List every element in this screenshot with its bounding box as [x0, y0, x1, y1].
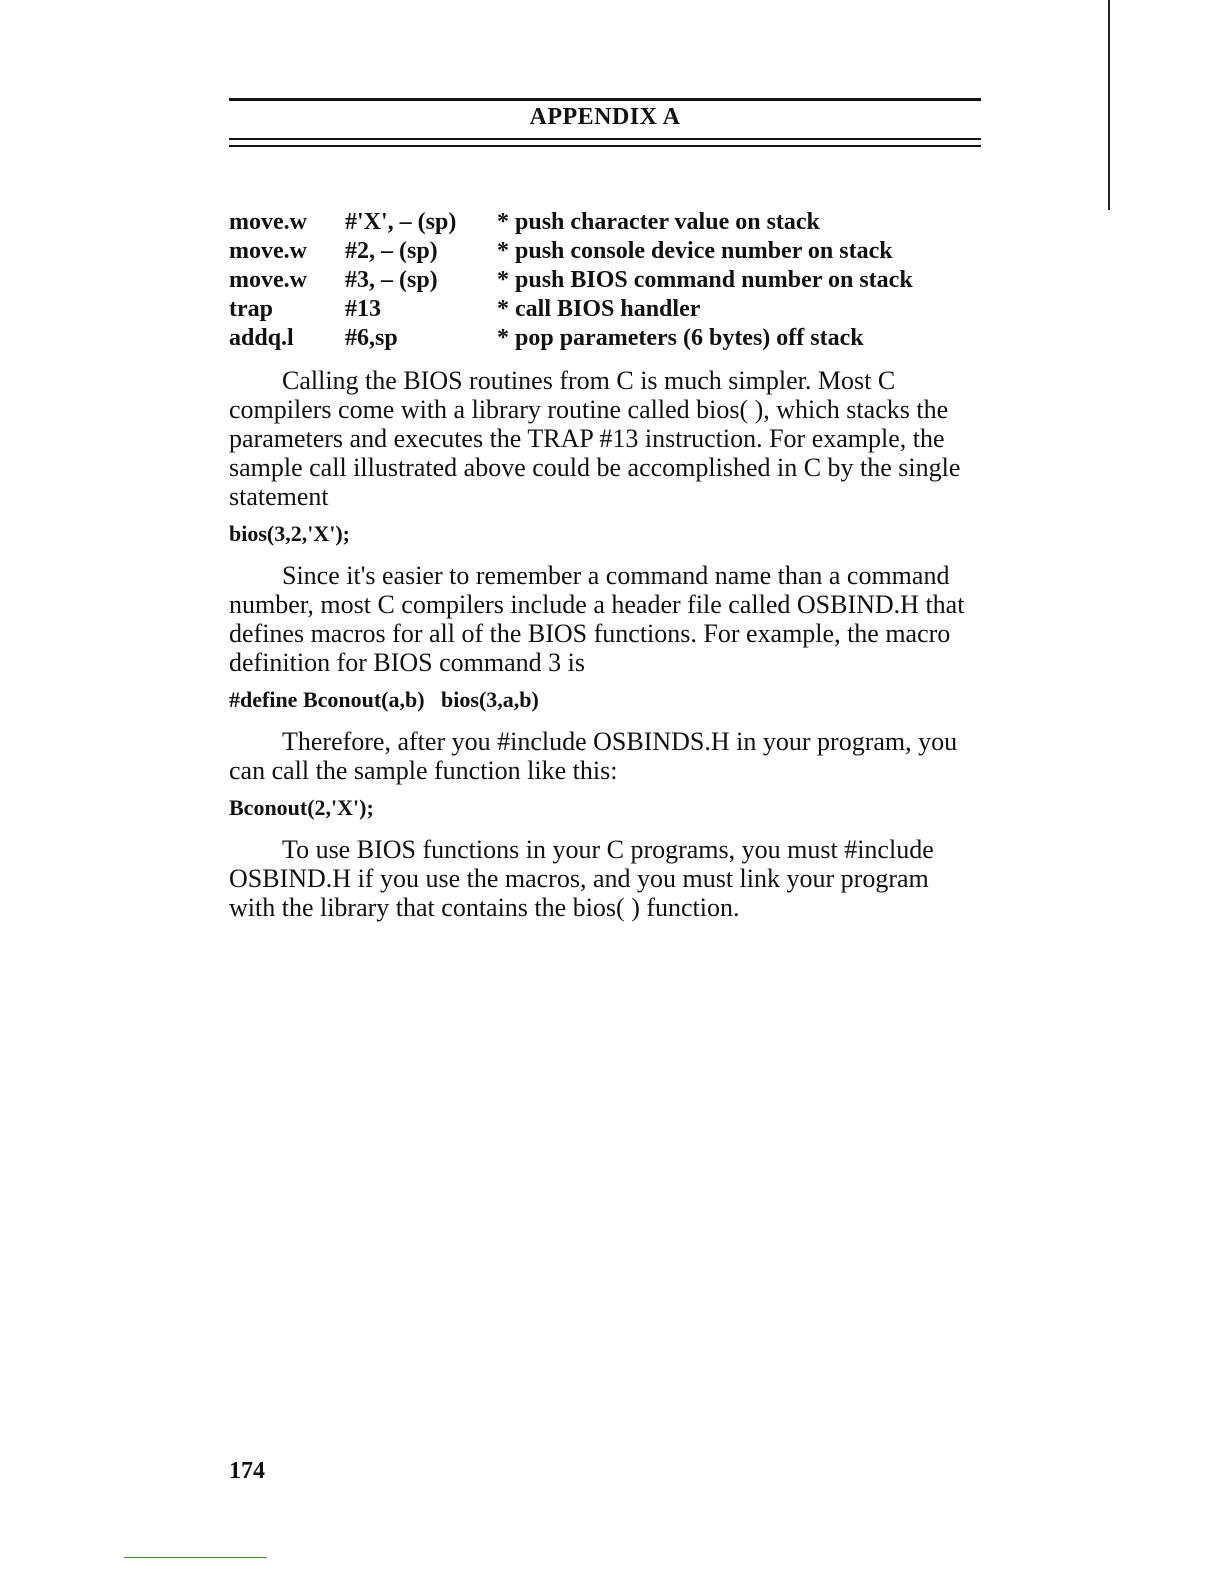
code-define-bconout: #define Bconout(a,b) bios(3,a,b) — [229, 687, 539, 712]
code-row — [229, 208, 913, 237]
code-comment: * pop parameters (6 bytes) off stack — [497, 325, 864, 351]
header-rule-bottom — [229, 138, 981, 140]
code-op: trap — [229, 296, 273, 322]
page-header-title: APPENDIX A — [529, 104, 681, 130]
code-op: move.w — [229, 267, 307, 293]
paragraph-osbind: Since it's easier to remember a command name than a command number, most C compilers include a header file called OSBIND.H that defines macros for all of the BIOS functions. For example, the macro definition for BIOS command 3 is — [229, 561, 965, 677]
code-bconout-call: Bconout(2,'X'); — [229, 795, 374, 820]
paragraph-calling-bios: Calling the BIOS routines from C is much simpler. Most C compilers come with a library routine called bios( ), which stacks the parameters and executes the TRAP #13 instruction. For example, the sample call illustrated above could be accomplished in C by the single statement — [229, 366, 961, 511]
header-rule-bottom-double — [229, 145, 981, 147]
code-arg: #'X', – (sp) — [345, 209, 457, 235]
code-comment: * call BIOS handler — [497, 296, 701, 322]
paragraph-include: Therefore, after you #include OSBINDS.H in your program, you can call the sample function like this: — [229, 727, 958, 785]
code-arg: #13 — [345, 296, 381, 322]
paragraph-usage: To use BIOS functions in your C programs, you must #include OSBIND.H if you use the macros, and you must link your program with the library that contains the bios( ) function. — [229, 835, 934, 922]
code-row — [229, 324, 913, 353]
code-comment: * push console device number on stack — [497, 238, 893, 264]
code-row — [229, 295, 913, 324]
code-op: move.w — [229, 209, 307, 235]
code-arg: #3, – (sp) — [345, 267, 438, 293]
code-op: addq.l — [229, 325, 294, 351]
scan-edge-line — [1108, 0, 1110, 210]
code-row — [229, 266, 913, 295]
scan-artifact-line — [124, 1557, 267, 1558]
body-text — [229, 366, 969, 922]
code-row — [229, 237, 913, 266]
code-comment: * push BIOS command number on stack — [497, 267, 913, 293]
code-bios-call: bios(3,2,'X'); — [229, 521, 350, 546]
assembly-code-block — [229, 208, 913, 353]
code-op: move.w — [229, 238, 307, 264]
code-comment: * push character value on stack — [497, 209, 820, 235]
code-arg: #6,sp — [345, 325, 398, 351]
header-rule-top — [229, 98, 981, 101]
page-number: 174 — [229, 1458, 265, 1484]
code-arg: #2, – (sp) — [345, 238, 438, 264]
